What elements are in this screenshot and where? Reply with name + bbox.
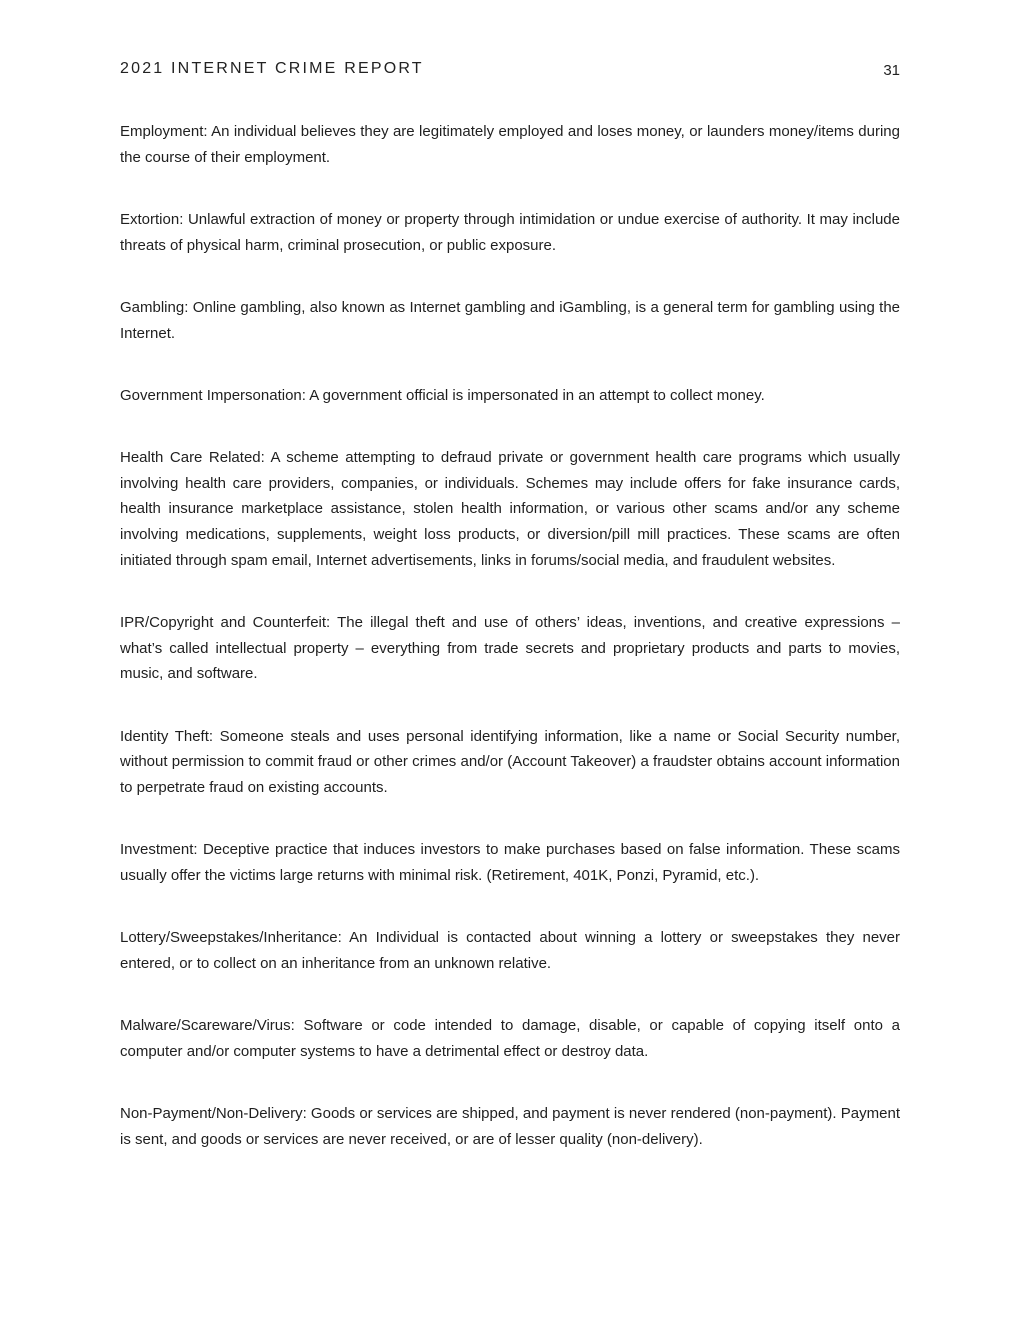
- definition-lottery-sweepstakes-inheritance: Lottery/Sweepstakes/Inheritance: An Individual is contacted about winning a lottery or sweepstakes they never entered, or to collect on an inheritance from an unknown relative.: [120, 929, 900, 972]
- definition-malware-scareware-virus: Malware/Scareware/Virus: Software or code intended to damage, disable, or capable of copying itself onto a computer and/or computer systems to have a detrimental effect or destroy data.: [120, 1016, 900, 1060]
- definition-non-payment-non-delivery: Non-Payment/Non-Delivery: Goods or services are shipped, and payment is never rendered (non-payment). Payment is sent, and goods or services are never received, or are of lesser quality (non-delivery).: [120, 1104, 900, 1148]
- definition-extortion: Extortion: Unlawful extraction of money or property through intimidation or undue exercise of authority. It may include threats of physical harm, criminal prosecution, or public exposure.: [120, 210, 900, 254]
- definition-health-care-related: Health Care Related: A scheme attempting to defraud private or government health care programs which usually involving health care providers, companies, or individuals. Schemes may include offers for fake insurance cards, health insurance marketplace assistance, stolen health information, or various other scams and/or any scheme involving medications, supplements, weight loss products, or diversion/pill mill practices. These scams are often initiated through spam email, Internet advertisements, links in forums/social media, and fraudulent websites.: [120, 448, 900, 569]
- page-header: [120, 60, 900, 84]
- definition-gambling: Gambling: Online gambling, also known as Internet gambling and iGambling, is a general term for gambling using the Internet.: [120, 298, 900, 342]
- page-number: 31: [883, 62, 900, 79]
- definition-employment: Employment: An individual believes they are legitimately employed and loses money, or launders money/items during the course of their employment.: [120, 123, 900, 166]
- report-title: 2021 INTERNET CRIME REPORT: [120, 60, 424, 77]
- definition-identity-theft: Identity Theft: Someone steals and uses personal identifying information, like a name or Social Security number, without permission to commit fraud or other crimes and/or (Account Takeover) a fraudster obtains account information to perpetrate fraud on existing accounts.: [120, 727, 900, 796]
- definitions-list: [120, 119, 900, 1152]
- definition-ipr-copyright-counterfeit: IPR/Copyright and Counterfeit: The illegal theft and use of others’ ideas, inventions, and creative expressions – what’s called intellectual property – everything from trade secrets and proprietary products and parts to movies, music, and software.: [120, 613, 900, 683]
- definition-investment: Investment: Deceptive practice that induces investors to make purchases based on false information. These scams usually offer the victims large returns with minimal risk. (Retirement, 401K, Ponzi, Pyramid, etc.).: [120, 841, 900, 884]
- definition-government-impersonation: Government Impersonation: A government official is impersonated in an attempt to collect money.: [120, 386, 765, 404]
